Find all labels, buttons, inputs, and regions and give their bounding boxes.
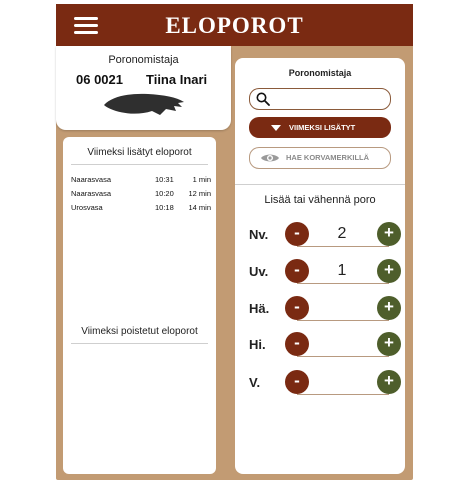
decrement-button[interactable]: -	[285, 332, 309, 356]
counter-track	[297, 371, 389, 395]
counter-label: Hä.	[249, 301, 270, 316]
counter-nv	[247, 222, 395, 248]
app-title: ELOPOROT	[165, 13, 304, 38]
list-item[interactable]	[71, 203, 211, 217]
increment-button[interactable]: +	[377, 259, 401, 283]
reindeer-type: Naarasvasa	[71, 189, 112, 198]
owner-name: Tiina Inari	[146, 72, 208, 87]
app-frame	[56, 4, 413, 480]
counter-label: Hi.	[249, 337, 266, 352]
divider	[71, 343, 208, 344]
decrement-button[interactable]: -	[285, 222, 309, 246]
top-bar	[56, 4, 413, 46]
owner-number: 06 0021	[76, 72, 123, 87]
latest-list-panel	[63, 137, 216, 474]
reindeer-type: Urosvasa	[71, 203, 103, 212]
decrement-button[interactable]: -	[285, 370, 309, 394]
added-ago: 14 min	[188, 203, 211, 212]
adjust-title: Lisää tai vähennä poro	[264, 194, 376, 206]
counter-uv	[247, 259, 395, 285]
search-field[interactable]	[249, 88, 391, 110]
added-ago: 1 min	[192, 175, 211, 184]
counter-label: V.	[249, 375, 261, 390]
counter-label: Uv.	[249, 264, 269, 279]
counter-value: 1	[337, 262, 347, 279]
divider	[235, 184, 405, 185]
eye-icon	[260, 152, 280, 164]
search-input[interactable]	[276, 91, 385, 108]
search-by-earmark-button[interactable]	[249, 147, 391, 169]
latest-added-button-label: VIIMEKSI LISÄTYT	[289, 123, 356, 132]
list-item[interactable]	[71, 189, 211, 203]
counter-hi	[247, 332, 395, 358]
latest-added-title: Viimeksi lisätyt eloporot	[87, 147, 192, 158]
reindeer-type: Naarasvasa	[71, 175, 112, 184]
increment-button[interactable]: +	[377, 222, 401, 246]
added-time: 10:18	[155, 203, 174, 212]
counter-value: 2	[337, 225, 347, 242]
list-item[interactable]	[71, 175, 211, 189]
counter-track	[297, 297, 389, 321]
counter-ha	[247, 296, 395, 322]
decrement-button[interactable]: -	[285, 259, 309, 283]
counter-v	[247, 370, 395, 396]
latest-added-button[interactable]	[249, 117, 391, 138]
divider	[71, 164, 208, 165]
decrement-button[interactable]: -	[285, 296, 309, 320]
search-by-earmark-label: HAE KORVAMERKILLÄ	[286, 153, 370, 162]
owner-label: Poronomistaja	[108, 54, 179, 66]
increment-button[interactable]: +	[377, 370, 401, 394]
added-time: 10:20	[155, 189, 174, 198]
added-time: 10:31	[155, 175, 174, 184]
earmark-icon	[102, 90, 187, 118]
owner-card	[56, 46, 231, 130]
counter-label: Nv.	[249, 227, 269, 242]
caret-down-icon	[271, 125, 281, 131]
counter-track	[297, 333, 389, 357]
increment-button[interactable]: +	[377, 332, 401, 356]
search-label: Poronomistaja	[288, 68, 352, 78]
search-icon	[256, 92, 270, 106]
added-ago: 12 min	[188, 189, 211, 198]
latest-removed-title: Viimeksi poistetut eloporot	[81, 326, 198, 337]
increment-button[interactable]: +	[377, 296, 401, 320]
search-panel	[235, 58, 405, 474]
